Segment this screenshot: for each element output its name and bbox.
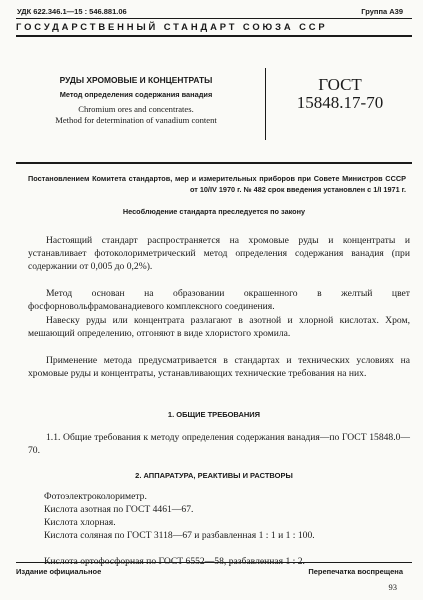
reprint-note: Перепечатка воспрещена <box>308 567 403 576</box>
group-code: Группа А39 <box>361 7 403 16</box>
title-block <box>16 74 256 125</box>
title-english-line-1: Chromium ores and concentrates. <box>78 104 194 114</box>
resolution-rule <box>16 162 412 164</box>
list-item: Фотоэлектроколориметр. <box>44 491 147 502</box>
header-rule <box>16 35 412 37</box>
footer-rule <box>16 562 412 563</box>
intro-paragraph-2: Метод основан на образовании окрашенного в желтый цвет фосфорновольфрамованадиевого комплексного соединения. <box>28 288 410 313</box>
document-subtitle: Метод определения содержания ванадия <box>59 90 213 99</box>
section-2-title: 2. АППАРАТУРА, РЕАКТИВЫ И РАСТВОРЫ <box>135 471 293 480</box>
top-rule <box>16 18 412 19</box>
udc-code: УДК 622.346.1—15 : 546.881.06 <box>17 7 127 16</box>
list-item: Кислота хлорная. <box>44 517 116 528</box>
intro-paragraph-1: Настоящий стандарт распространяется на хромовые руды и концентраты и устанавливает фотоколориметрический метод определения содержания ванадия (при содержании от 0,005 до 0,2%). <box>28 235 410 273</box>
gost-designation <box>270 76 410 112</box>
gost-label: ГОСТ <box>318 75 362 94</box>
resolution-text: Постановлением Комитета стандартов, мер и измерительных приборов при Совете Министров СССР от 10/IV 1970 г. № 482 срок введения установлен с 1/I 1971 г. <box>28 174 406 194</box>
title-english-line-2: Method for determination of vanadium content <box>55 114 217 125</box>
edition-note: Издание официальное <box>16 567 102 576</box>
state-standard-heading: ГОСУДАРСТВЕННЫЙ СТАНДАРТ СОЮЗА ССР <box>16 21 328 32</box>
page-number: 93 <box>388 582 397 592</box>
list-item: Кислота азотная по ГОСТ 4461—67. <box>44 504 194 515</box>
section-1-text: 1.1. Общие требования к методу определения содержания ванадия—по ГОСТ 15848.0—70. <box>28 432 410 457</box>
intro-paragraph-3: Навеску руды или концентрата разлагают в азотной и хлорной кислотах. Хром, мешающий определению, отгоняют в виде хлористого хромила. <box>28 315 410 340</box>
section-1-title: 1. ОБЩИЕ ТРЕБОВАНИЯ <box>167 410 261 419</box>
title-divider <box>265 68 266 140</box>
legal-warning: Несоблюдение стандарта преследуется по закону <box>122 207 306 216</box>
intro-paragraph-4: Применение метода предусматривается в стандартах и технических условиях на хромовые руды и концентраты, устанавливающих технические требования на них. <box>28 355 410 380</box>
gost-number: 15848.17-70 <box>296 93 384 112</box>
list-item: Кислота соляная по ГОСТ 3118—67 и разбавленная 1 : 1 и 1 : 100. <box>44 530 315 541</box>
document-title: РУДЫ ХРОМОВЫЕ И КОНЦЕНТРАТЫ <box>59 75 213 85</box>
